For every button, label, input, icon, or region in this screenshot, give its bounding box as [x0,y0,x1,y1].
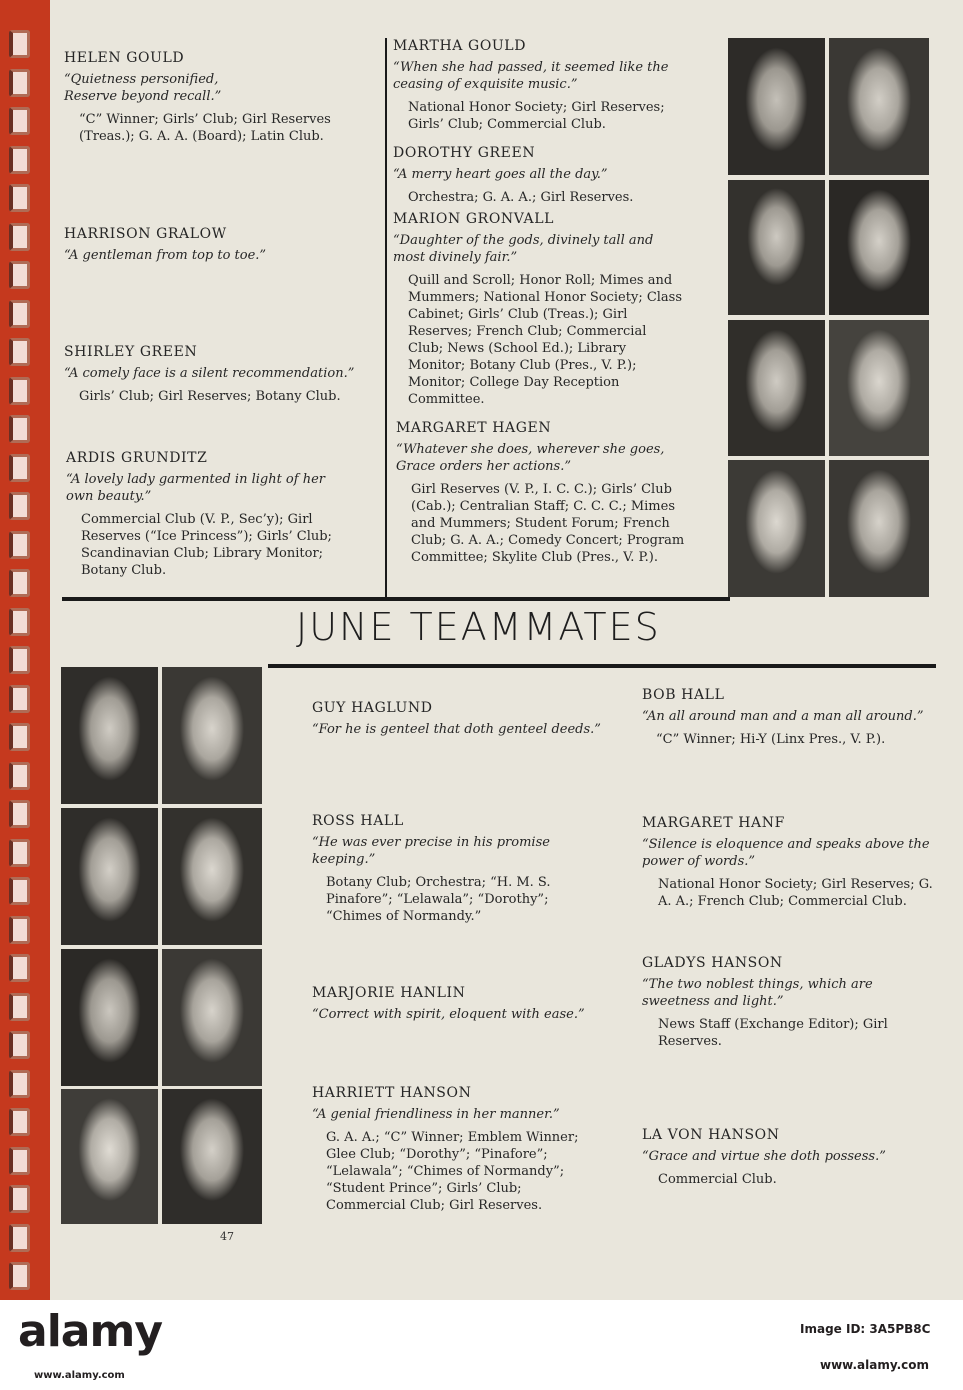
portrait-photo [728,320,825,456]
binding-coil [9,608,30,636]
binding-coil [9,877,30,905]
entry-quote: “A lovely lady garmented in light of her own beauty.” [66,472,325,504]
portrait-photo [61,808,158,945]
binding-coil [9,300,30,328]
lower-divider [268,664,936,668]
entry-quote: “Quietness personified, Reserve beyond recall.” [64,72,222,104]
watermark-url-left: www.alamy.com [34,1370,125,1381]
binding-coil [9,800,30,828]
entry-activities: Girls’ Club; Girl Reserves; Botany Club. [79,389,341,404]
entry-harrison-gralow [64,226,356,270]
entry-harriett-hanson [312,1085,604,1214]
entry-ardis-grunditz [66,450,356,579]
watermark-image-id: Image ID: 3A5PB8C [800,1322,931,1336]
watermark-url-right: www.alamy.com [820,1358,930,1372]
entry-activities: National Honor Society; Girl Reserves; Girls’ Club; Commercial Club. [408,100,665,132]
entry-name: LA VON HANSON [642,1127,780,1143]
binding-coil [9,107,30,135]
binding-coil [9,1147,30,1175]
entry-quote: “The two noblest things, which are sweetness and light.” [642,977,873,1009]
entry-name: MARION GRONVALL [393,211,555,227]
entry-activities: News Staff (Exchange Editor); Girl Reserves. [658,1017,888,1049]
entry-ross-hall [312,813,604,925]
entry-name: GUY HAGLUND [312,700,433,716]
entry-name: DOROTHY GREEN [393,145,536,161]
portrait-photo [162,1089,262,1224]
binding-coil [9,723,30,751]
binding-coil [9,1224,30,1252]
entry-marjorie-hanlin [312,985,604,1029]
entry-quote: “Silence is eloquence and speaks above the power of words.” [642,837,930,869]
binding-coil [9,184,30,212]
entry-martha-gould [393,38,685,133]
entry-name: HELEN GOULD [64,50,185,66]
binding-coil [9,762,30,790]
entry-quote: “When she had passed, it seemed like the ceasing of exquisite music.” [393,60,669,92]
upper-divider [62,597,730,601]
portrait-photo [162,667,262,804]
binding-coil [9,69,30,97]
entry-margaret-hanf [642,815,934,910]
section-heading: JUNE TEAMMATES [296,605,661,649]
entry-quote: “Daughter of the gods, divinely tall and most divinely fair.” [393,233,654,265]
binding-coil [9,146,30,174]
entry-guy-haglund [312,700,604,744]
portrait-photo [162,949,262,1086]
entry-quote: “Correct with spirit, eloquent with ease.” [312,1007,585,1022]
entry-activities: “C” Winner; Girls’ Club; Girl Reserves (Treas.); G. A. A. (Board); Latin Club. [79,112,331,144]
binding-coil [9,954,30,982]
binding-coil [9,646,30,674]
portrait-photo [61,1089,158,1224]
binding-coil [9,1031,30,1059]
entry-dorothy-green [393,145,685,206]
entry-activities: Girl Reserves (V. P., I. C. C.); Girls’ Club (Cab.); Centralian Staff; C. C. C.; Mimes and Mummers; Student Forum; French Club; G. A. A.; Comedy Concert; Program Committee; Skylite Club (Pres., V. P.). [411,482,685,565]
entry-activities: G. A. A.; “C” Winner; Emblem Winner; Glee Club; “Dorothy”; “Pinafore”; “Lelawala”; “Chimes of Normandy”; “Student Prince”; Girls’ Club; Commercial Club; Girl Reserves. [326,1130,579,1213]
entry-activities: Orchestra; G. A. A.; Girl Reserves. [408,190,634,205]
binding-coil [9,569,30,597]
binding-coil [9,492,30,520]
binding-coil [9,1108,30,1136]
binding-coil [9,1185,30,1213]
entry-gladys-hanson [642,955,934,1050]
entry-helen-gould [64,50,356,145]
entry-quote: “He was ever precise in his promise keeping.” [312,835,550,867]
entry-activities: Quill and Scroll; Honor Roll; Mimes and Mummers; National Honor Society; Class Cabinet; Girls’ Club (Treas.); Girl Reserves; French Club; Commercial Club; News (School Ed.); Library Monitor; Botany Club (Pres., V. P.); Monitor; College Day Reception Committee. [408,273,683,407]
binding-coil [9,30,30,58]
entry-activities: Commercial Club. [658,1172,777,1187]
binding-coil [9,454,30,482]
portrait-photo [829,38,929,175]
entry-quote: “A comely face is a silent recommendation.” [64,366,355,381]
portrait-photo [162,808,262,945]
entry-name: GLADYS HANSON [642,955,783,971]
binding-coil [9,685,30,713]
entry-quote: “A merry heart goes all the day.” [393,167,608,182]
entry-quote: “A gentleman from top to toe.” [64,248,267,263]
portrait-photo [728,38,825,175]
entry-quote: “An all around man and a man all around.” [642,709,924,724]
binding-coil [9,839,30,867]
binding-coil [9,338,30,366]
upper-column-rule [385,38,387,598]
portrait-photo [829,460,929,597]
spiral-binding [0,0,50,1300]
binding-coil [9,993,30,1021]
entry-quote: “Grace and virtue she doth possess.” [642,1149,886,1164]
entry-activities: “C” Winner; Hi-Y (Linx Pres., V. P.). [656,732,886,747]
entry-marion-gronvall [393,211,685,408]
portrait-photo [829,320,929,456]
entry-activities: Commercial Club (V. P., Sec’y); Girl Reserves (“Ice Princess”); Girls’ Club; Scandinavian Club; Library Monitor; Botany Club. [81,512,332,578]
entry-quote: “A genial friendliness in her manner.” [312,1107,560,1122]
binding-coil [9,1262,30,1290]
entry-name: BOB HALL [642,687,725,703]
binding-coil [9,1070,30,1098]
watermark [0,1300,963,1390]
binding-coil [9,223,30,251]
portrait-photo [728,460,825,597]
portrait-photo [61,667,158,804]
entry-la-von-hanson [642,1127,934,1188]
entry-name: HARRISON GRALOW [64,226,227,242]
entry-name: SHIRLEY GREEN [64,344,198,360]
entry-shirley-green [64,344,356,405]
portrait-photo [829,180,929,315]
alamy-logo: alamy [18,1306,162,1357]
binding-coil [9,261,30,289]
portrait-photo [728,180,825,315]
binding-coil [9,916,30,944]
binding-coil [9,415,30,443]
page-number: 47 [220,1230,234,1243]
entry-activities: Botany Club; Orchestra; “H. M. S. Pinafore”; “Lelawala”; “Dorothy”; “Chimes of Normandy.” [326,875,551,924]
portrait-photo [61,949,158,1086]
entry-activities: National Honor Society; Girl Reserves; G. A. A.; French Club; Commercial Club. [658,877,933,909]
entry-bob-hall [642,687,934,748]
entry-name: HARRIETT HANSON [312,1085,472,1101]
entry-name: MARJORIE HANLIN [312,985,466,1001]
entry-name: MARTHA GOULD [393,38,527,54]
binding-coil [9,531,30,559]
entry-name: ROSS HALL [312,813,404,829]
entry-margaret-hagen [396,420,686,566]
binding-coil [9,377,30,405]
entry-quote: “For he is genteel that doth genteel deeds.” [312,722,601,737]
entry-name: ARDIS GRUNDITZ [66,450,208,466]
entry-name: MARGARET HAGEN [396,420,552,436]
entry-name: MARGARET HANF [642,815,785,831]
entry-quote: “Whatever she does, wherever she goes, Grace orders her actions.” [396,442,665,474]
